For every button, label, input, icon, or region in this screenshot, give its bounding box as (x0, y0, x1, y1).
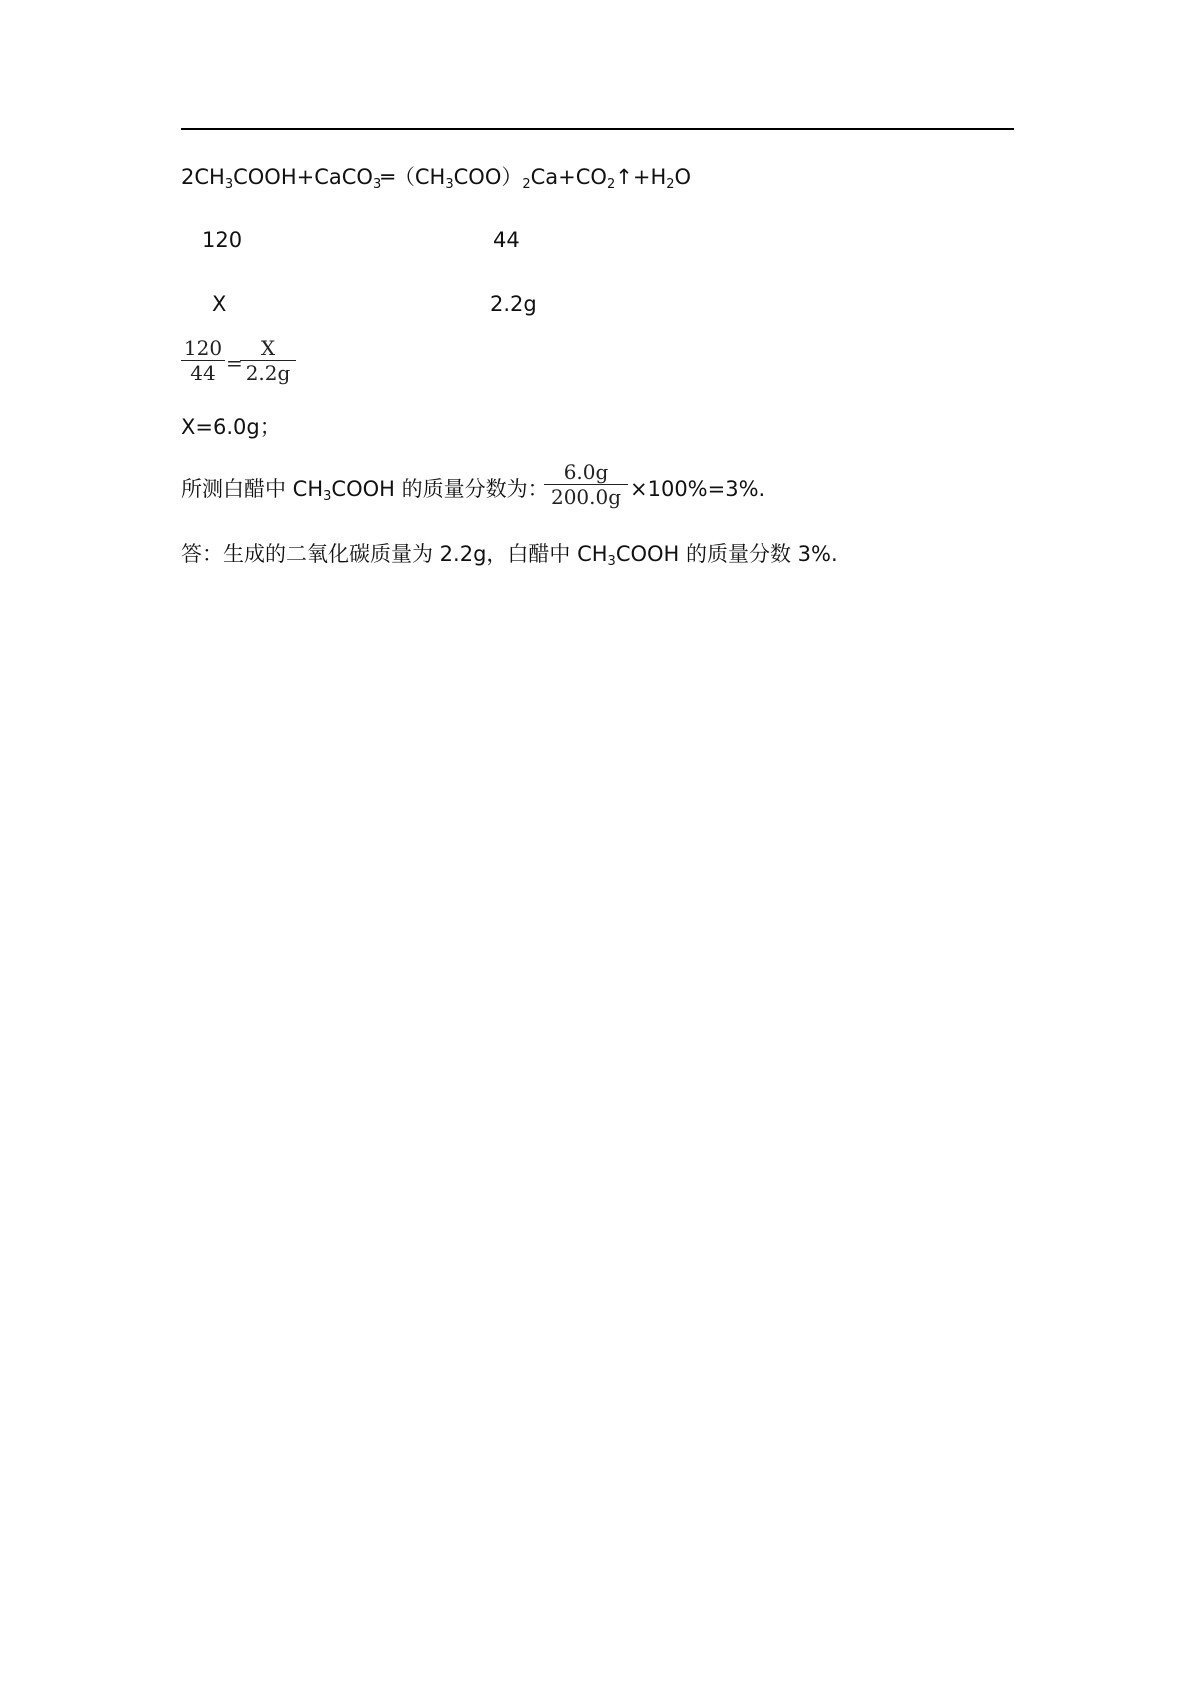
proportion-right-fraction (240, 336, 296, 385)
chemical-equation: $2CH_3COOH+CaCO_3═(CH_3COO)_2Ca+CO_2↑+H_2O$ (181, 165, 692, 192)
header-rule (181, 128, 1014, 130)
molar-mass-acetic: 120 (202, 228, 243, 252)
percentage-result: ×100%=3%. (630, 477, 766, 501)
fraction-numerator: 120 (183, 336, 223, 360)
unknown-mass: X (212, 292, 227, 316)
fraction-denominator: 2.2g (245, 361, 291, 385)
mass-fraction (544, 460, 628, 509)
fraction-denominator: 200.0g (550, 485, 622, 509)
result-line: X=6.0g； (181, 415, 281, 439)
proportion-equals: = (226, 351, 243, 375)
co2-mass: 2.2g (490, 292, 537, 316)
fraction-denominator: 44 (190, 361, 216, 385)
mass-fraction-line: 所测白醋中 $CH_3COOH$ 的质量分数为： (181, 477, 549, 504)
answer-line: 答：生成的二氧化碳质量为 2.2g，白醋中 $CH_3COOH$ 的质量分数 3%. (181, 542, 838, 569)
fraction-numerator: 6.0g (563, 460, 609, 484)
molar-mass-co2: 44 (493, 228, 520, 252)
proportion-left-fraction (181, 336, 225, 385)
fraction-numerator: X (260, 336, 276, 360)
